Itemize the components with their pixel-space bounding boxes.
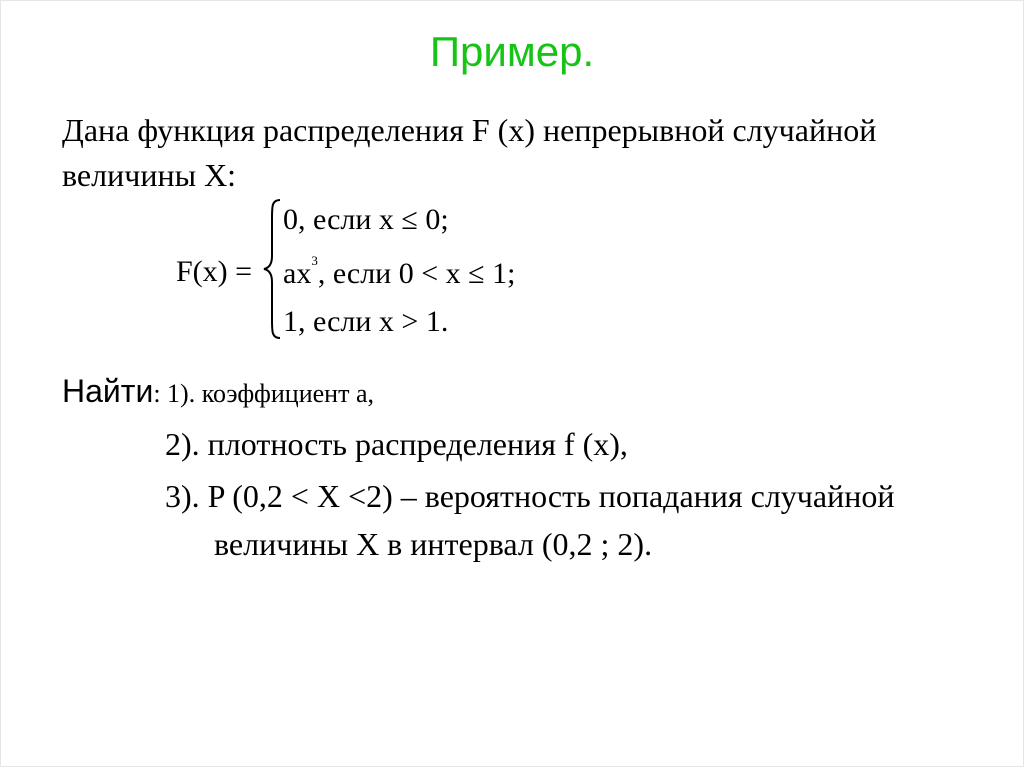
task-1-number: : 1). <box>153 379 196 408</box>
task-line-2 <box>165 428 628 460</box>
formula-case-1: 0, если x ≤ 0; <box>283 203 449 236</box>
formula-case-2-condition: , если 0 < x ≤ 1; <box>317 257 516 290</box>
intro-line-2: величины X: <box>62 157 237 193</box>
formula-case-2-exponent: 3 <box>311 253 318 268</box>
task-line-1 <box>62 375 374 407</box>
formula-case-2 <box>283 253 516 291</box>
intro-line-1: Дана функция распределения F (x) непрерывной случайной <box>62 112 877 148</box>
task-2-text: плотность распределения f (x), <box>199 426 628 462</box>
formula-case-3: 1, если x > 1. <box>283 305 449 338</box>
task-2-number: 2). <box>165 426 200 462</box>
formula-lhs: F(x) = <box>176 255 253 288</box>
task-line-3: 3). P (0,2 < X <2) – вероятность попадания случайной <box>165 478 895 514</box>
task-1-text: коэффициент a, <box>195 379 374 408</box>
curly-brace-icon <box>262 198 282 340</box>
formula-case-2-base: ax <box>283 257 312 290</box>
task-line-3-continuation: величины X в интервал (0,2 ; 2). <box>214 526 653 562</box>
task-label: Найти <box>62 373 154 409</box>
slide-title: Пример. <box>429 28 595 75</box>
